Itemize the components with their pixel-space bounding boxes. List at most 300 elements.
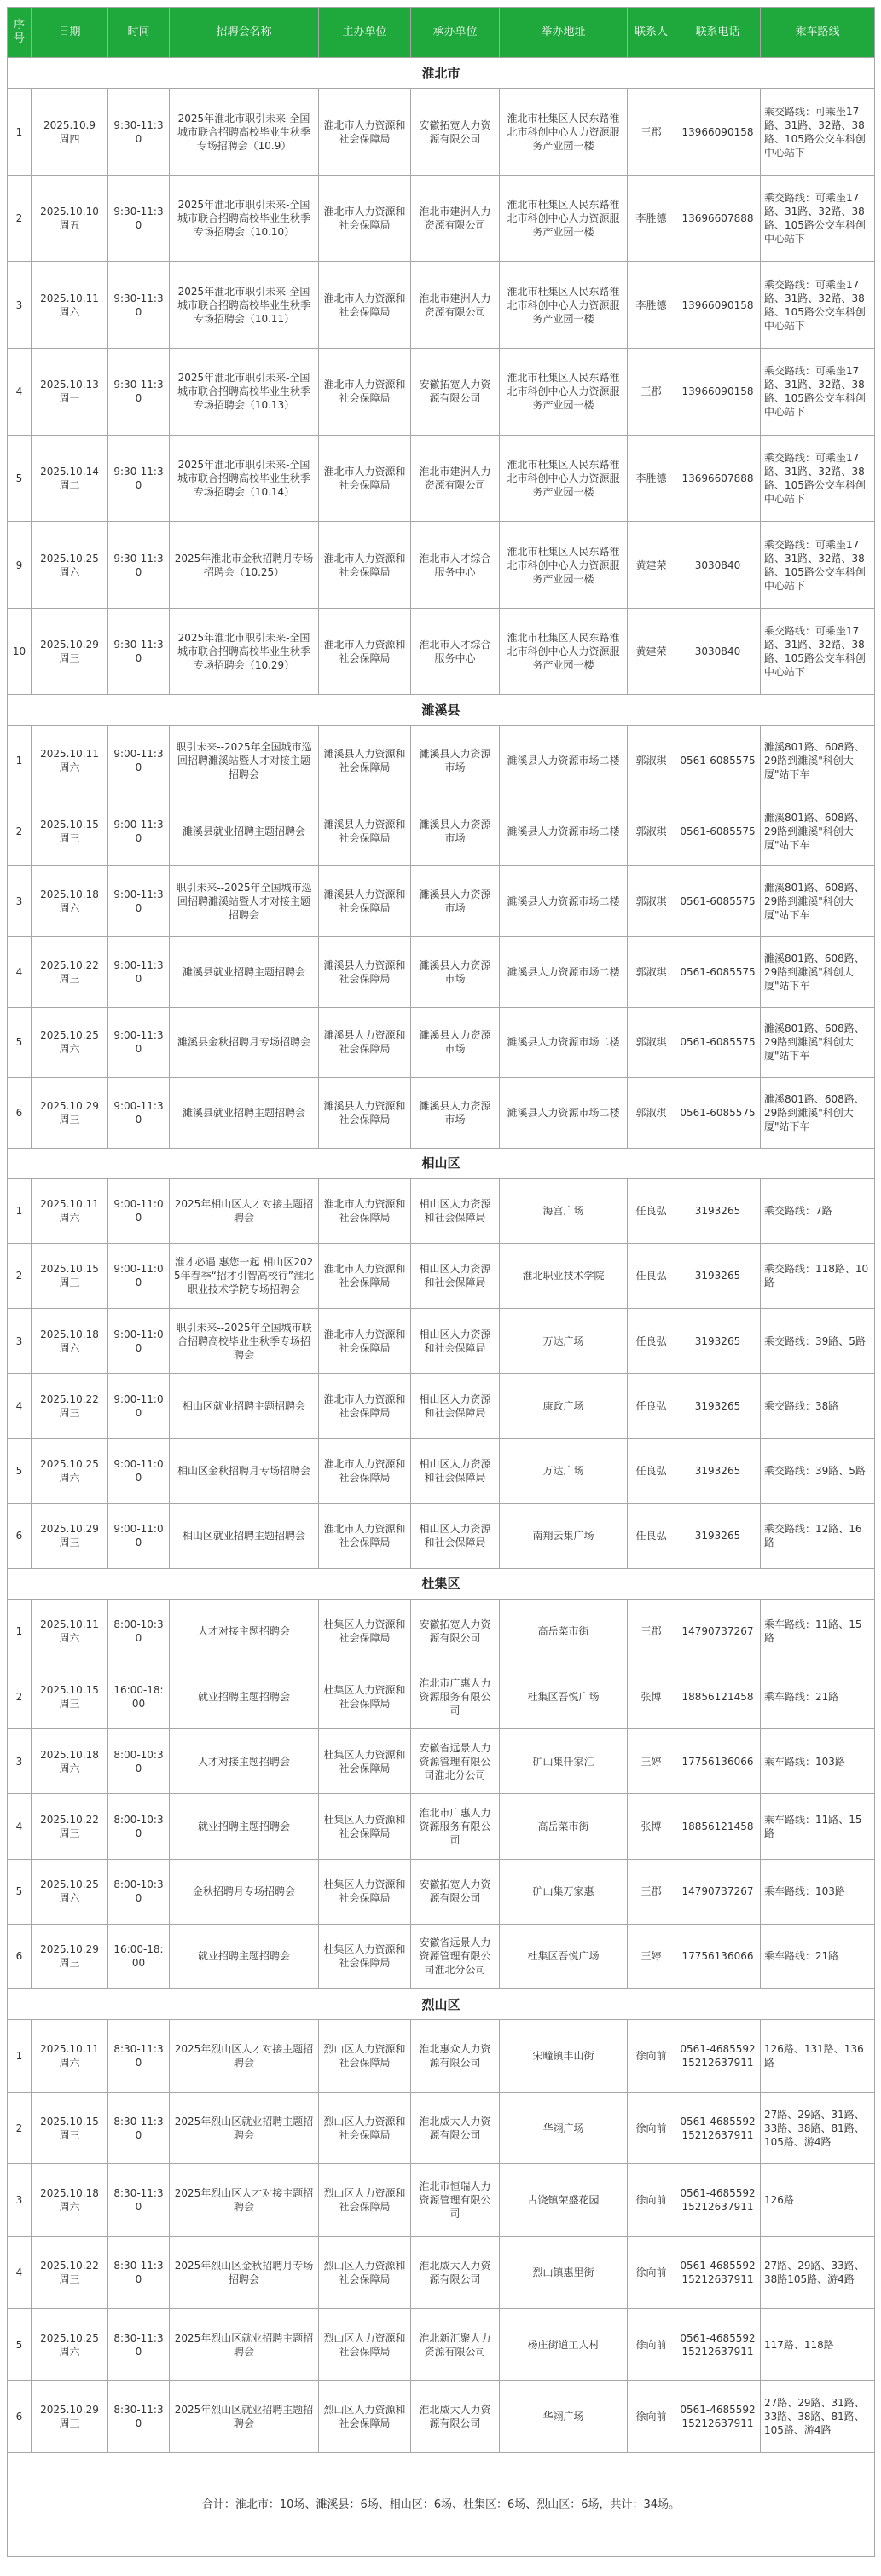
cell-addr: 矿山集万家惠 xyxy=(500,1859,628,1924)
section-title: 淮北市 xyxy=(8,58,875,89)
cell-date xyxy=(32,1309,108,1374)
cell-host: 烈山区人力资源和社会保障局 xyxy=(319,2308,411,2381)
table-row xyxy=(8,726,875,796)
summary-text: 合计：淮北市：10场、濉溪县：6场、相山区：6场、杜集区：6场、烈山区：6场，共计：34场。 xyxy=(201,2498,681,2511)
cell-name: 2025年淮北市职引未来-全国城市联合招聘高校毕业生秋季专场招聘会（10.14） xyxy=(170,435,319,522)
cell-org: 安徽拓宽人力资源有限公司 xyxy=(411,1859,500,1924)
cell-date xyxy=(32,1859,108,1924)
table-row xyxy=(8,1078,875,1149)
section-title: 相山区 xyxy=(8,1148,875,1178)
cell-name: 濉溪县就业招聘主题招聘会 xyxy=(170,937,319,1008)
cell-no: 6 xyxy=(8,1078,32,1149)
cell-date xyxy=(32,2308,108,2381)
cell-addr: 淮北市杜集区人民东路淮北市科创中心人力资源服务产业园一楼 xyxy=(500,522,628,609)
cell-time: 9:00-11:00 xyxy=(108,1243,170,1308)
cell-contact: 徐向前 xyxy=(628,2164,675,2237)
cell-phone: 3193265 xyxy=(675,1309,761,1374)
table-header-row xyxy=(8,8,875,58)
cell-host: 淮北市人力资源和社会保障局 xyxy=(319,1374,411,1439)
cell-weekday: 周三 xyxy=(59,1113,80,1126)
cell-host: 杜集区人力资源和社会保障局 xyxy=(319,1729,411,1794)
cell-name: 2025年烈山区就业招聘主题招聘会 xyxy=(170,2381,319,2453)
cell-name: 2025年烈山区金秋招聘月专场招聘会 xyxy=(170,2237,319,2309)
cell-name: 人才对接主题招聘会 xyxy=(170,1599,319,1664)
cell-addr: 淮北市杜集区人民东路淮北市科创中心人力资源服务产业园一楼 xyxy=(500,349,628,436)
cell-time: 8:30-11:30 xyxy=(108,2092,170,2164)
cell-host: 淮北市人力资源和社会保障局 xyxy=(319,175,411,262)
cell-host: 烈山区人力资源和社会保障局 xyxy=(319,2092,411,2164)
cell-date xyxy=(32,1664,108,1729)
header-route: 乘车路线 xyxy=(761,8,875,58)
cell-contact: 李胜德 xyxy=(628,175,675,262)
cell-time: 8:30-11:30 xyxy=(108,2381,170,2453)
cell-route: 126路 xyxy=(761,2164,875,2237)
cell-time: 9:00-11:00 xyxy=(108,1374,170,1439)
cell-no: 4 xyxy=(8,349,32,436)
cell-route: 乘车路线：11路、15路 xyxy=(761,1599,875,1664)
cell-phone: 17756136066 xyxy=(675,1729,761,1794)
cell-host: 杜集区人力资源和社会保障局 xyxy=(319,1664,411,1729)
cell-date-value: 2025.10.18 xyxy=(40,889,99,901)
cell-date-value: 2025.10.25 xyxy=(40,1458,99,1471)
cell-host: 濉溪县人力资源和社会保障局 xyxy=(319,866,411,937)
table-row xyxy=(8,1439,875,1503)
cell-time: 9:00-11:00 xyxy=(108,1503,170,1568)
cell-route: 乘交路线：可乘坐17路、31路、32路、38路、105路公交车科创中心站下 xyxy=(761,175,875,262)
cell-addr: 高岳菜市街 xyxy=(500,1599,628,1664)
cell-phone: 13696607888 xyxy=(675,435,761,522)
section-title: 杜集区 xyxy=(8,1568,875,1599)
cell-weekday: 周六 xyxy=(59,761,80,774)
cell-time: 9:30-11:30 xyxy=(108,608,170,695)
cell-date-value: 2025.10.11 xyxy=(40,2042,99,2055)
cell-date-value: 2025.10.18 xyxy=(40,2187,99,2200)
cell-name: 2025年烈山区人才对接主题招聘会 xyxy=(170,2164,319,2237)
cell-name: 就业招聘主题招聘会 xyxy=(170,1924,319,1988)
cell-name: 人才对接主题招聘会 xyxy=(170,1729,319,1794)
cell-no: 5 xyxy=(8,1859,32,1924)
cell-org: 淮北威大人力资源有限公司 xyxy=(411,2381,500,2453)
table-row xyxy=(8,522,875,609)
cell-org: 安徽拓宽人力资源有限公司 xyxy=(411,349,500,436)
cell-no: 3 xyxy=(8,1309,32,1374)
table-row xyxy=(8,2164,875,2237)
cell-date-value: 2025.10.25 xyxy=(40,2331,99,2344)
cell-addr: 杜集区吾悦广场 xyxy=(500,1924,628,1988)
cell-date-value: 2025.10.11 xyxy=(40,292,99,304)
cell-weekday: 周二 xyxy=(59,478,80,491)
cell-date-value: 2025.10.9 xyxy=(43,119,96,131)
cell-date xyxy=(32,608,108,695)
cell-org: 安徽拓宽人力资源有限公司 xyxy=(411,89,500,176)
cell-addr: 淮北市杜集区人民东路淮北市科创中心人力资源服务产业园一楼 xyxy=(500,89,628,176)
cell-no: 5 xyxy=(8,2308,32,2381)
table-row xyxy=(8,866,875,937)
table-row xyxy=(8,1309,875,1374)
cell-date-value: 2025.10.11 xyxy=(40,748,99,761)
section-row xyxy=(8,695,875,726)
cell-weekday: 周六 xyxy=(59,1472,80,1485)
cell-weekday: 周六 xyxy=(59,1632,80,1645)
cell-route: 乘车路线：11路、15路 xyxy=(761,1794,875,1859)
cell-route: 濉溪801路、608路、29路到濉溪"科创大厦"站下车 xyxy=(761,726,875,796)
cell-org: 淮北市建洲人力资源有限公司 xyxy=(411,435,500,522)
cell-no: 4 xyxy=(8,937,32,1008)
summary-cell xyxy=(8,2453,875,2557)
cell-weekday: 周三 xyxy=(59,1276,80,1289)
cell-route: 乘交路线：118路、10路 xyxy=(761,1243,875,1308)
cell-host: 濉溪县人力资源和社会保障局 xyxy=(319,1007,411,1078)
cell-org: 濉溪县人力资源市场 xyxy=(411,726,500,796)
cell-date xyxy=(32,1374,108,1439)
cell-org: 相山区人力资源和社会保障局 xyxy=(411,1243,500,1308)
cell-host: 濉溪县人力资源和社会保障局 xyxy=(319,1078,411,1149)
cell-date xyxy=(32,1178,108,1243)
cell-date xyxy=(32,2164,108,2237)
cell-org: 相山区人力资源和社会保障局 xyxy=(411,1374,500,1439)
cell-name: 2025年淮北市职引未来-全国城市联合招聘高校毕业生秋季专场招聘会（10.29） xyxy=(170,608,319,695)
cell-contact: 郭淑琪 xyxy=(628,1078,675,1149)
cell-host: 烈山区人力资源和社会保障局 xyxy=(319,2237,411,2309)
cell-route: 乘车路线：103路 xyxy=(761,1859,875,1924)
cell-phone: 3193265 xyxy=(675,1243,761,1308)
table-row xyxy=(8,1794,875,1859)
cell-phone: 0561-4685592 15212637911 xyxy=(675,2381,761,2453)
cell-route: 乘车路线：103路 xyxy=(761,1729,875,1794)
table-body xyxy=(8,8,875,2557)
cell-phone: 17756136066 xyxy=(675,1924,761,1988)
cell-contact: 黄建荣 xyxy=(628,522,675,609)
cell-org: 淮北市建洲人力资源有限公司 xyxy=(411,262,500,349)
table-row xyxy=(8,608,875,695)
cell-no: 1 xyxy=(8,726,32,796)
cell-contact: 任良弘 xyxy=(628,1309,675,1374)
cell-phone: 13966090158 xyxy=(675,89,761,176)
cell-no: 6 xyxy=(8,1503,32,1568)
cell-contact: 任良弘 xyxy=(628,1178,675,1243)
cell-host: 淮北市人力资源和社会保障局 xyxy=(319,262,411,349)
cell-host: 淮北市人力资源和社会保障局 xyxy=(319,608,411,695)
cell-route: 乘交路线：39路、5路 xyxy=(761,1439,875,1503)
cell-route: 乘交路线：可乘坐17路、31路、32路、38路、105路公交车科创中心站下 xyxy=(761,89,875,176)
section-row xyxy=(8,1568,875,1599)
cell-contact: 王郡 xyxy=(628,1599,675,1664)
cell-date xyxy=(32,2020,108,2093)
cell-time: 9:30-11:30 xyxy=(108,262,170,349)
cell-host: 淮北市人力资源和社会保障局 xyxy=(319,1178,411,1243)
cell-org: 淮北市建洲人力资源有限公司 xyxy=(411,175,500,262)
cell-time: 9:00-11:30 xyxy=(108,796,170,866)
cell-phone: 0561-4685592 15212637911 xyxy=(675,2092,761,2164)
cell-contact: 王郡 xyxy=(628,1859,675,1924)
cell-name: 就业招聘主题招聘会 xyxy=(170,1664,319,1729)
cell-contact: 张博 xyxy=(628,1664,675,1729)
cell-host: 杜集区人力资源和社会保障局 xyxy=(319,1794,411,1859)
cell-contact: 王婷 xyxy=(628,1729,675,1794)
cell-no: 2 xyxy=(8,2092,32,2164)
cell-no: 4 xyxy=(8,1374,32,1439)
cell-route: 乘交路线：可乘坐17路、31路、32路、38路、105路公交车科创中心站下 xyxy=(761,262,875,349)
cell-date-value: 2025.10.29 xyxy=(40,2404,99,2417)
cell-name: 职引未来--2025年全国城市巡回招聘濉溪站暨人才对接主题招聘会 xyxy=(170,726,319,796)
cell-no: 2 xyxy=(8,1243,32,1308)
cell-host: 烈山区人力资源和社会保障局 xyxy=(319,2164,411,2237)
section-title: 烈山区 xyxy=(8,1989,875,2020)
header-contact: 联系人 xyxy=(628,8,675,58)
cell-route: 乘交路线：可乘坐17路、31路、32路、38路、105路公交车科创中心站下 xyxy=(761,608,875,695)
cell-date-value: 2025.10.18 xyxy=(40,1748,99,1761)
cell-phone: 0561-4685592 15212637911 xyxy=(675,2308,761,2381)
cell-phone: 0561-4685592 15212637911 xyxy=(675,2020,761,2093)
cell-org: 安徽省远景人力资源管理有限公司淮北分公司 xyxy=(411,1924,500,1988)
cell-phone: 13696607888 xyxy=(675,175,761,262)
cell-contact: 李胜德 xyxy=(628,435,675,522)
cell-host: 濉溪县人力资源和社会保障局 xyxy=(319,726,411,796)
cell-date-value: 2025.10.15 xyxy=(40,2115,99,2127)
cell-time: 9:00-11:00 xyxy=(108,1178,170,1243)
cell-phone: 0561-6085575 xyxy=(675,1007,761,1078)
table-row xyxy=(8,262,875,349)
cell-no: 3 xyxy=(8,2164,32,2237)
cell-host: 淮北市人力资源和社会保障局 xyxy=(319,1439,411,1503)
cell-org: 相山区人力资源和社会保障局 xyxy=(411,1503,500,1568)
table-row xyxy=(8,1178,875,1243)
cell-contact: 黄建荣 xyxy=(628,608,675,695)
cell-weekday: 周五 xyxy=(59,219,80,232)
cell-host: 淮北市人力资源和社会保障局 xyxy=(319,1503,411,1568)
cell-time: 16:00-18:00 xyxy=(108,1924,170,1988)
cell-addr: 高岳菜市街 xyxy=(500,1794,628,1859)
cell-contact: 王郡 xyxy=(628,349,675,436)
cell-phone: 3193265 xyxy=(675,1503,761,1568)
section-row xyxy=(8,58,875,89)
cell-contact: 任良弘 xyxy=(628,1243,675,1308)
table-row xyxy=(8,2092,875,2164)
table-row xyxy=(8,1664,875,1729)
cell-date xyxy=(32,435,108,522)
cell-org: 淮北市恒瑞人力资源管理有限公司 xyxy=(411,2164,500,2237)
cell-phone: 0561-4685592 15212637911 xyxy=(675,2164,761,2237)
cell-org: 淮北威大人力资源有限公司 xyxy=(411,2092,500,2164)
cell-addr: 宋疃镇丰山街 xyxy=(500,2020,628,2093)
cell-date-value: 2025.10.15 xyxy=(40,1263,99,1276)
cell-phone: 0561-4685592 15212637911 xyxy=(675,2237,761,2309)
cell-date-value: 2025.10.22 xyxy=(40,958,99,971)
cell-phone: 18856121458 xyxy=(675,1794,761,1859)
cell-addr: 华翊广场 xyxy=(500,2381,628,2453)
cell-addr: 濉溪县人力资源市场二楼 xyxy=(500,937,628,1008)
cell-date-value: 2025.10.29 xyxy=(40,1523,99,1536)
cell-route: 乘交路线：7路 xyxy=(761,1178,875,1243)
table-row xyxy=(8,89,875,176)
cell-date-value: 2025.10.18 xyxy=(40,1328,99,1340)
cell-host: 淮北市人力资源和社会保障局 xyxy=(319,1243,411,1308)
cell-name: 淮才必遇 惠您一起 相山区2025年春季“招才引智高校行”淮北职业技术学院专场招聘会 xyxy=(170,1243,319,1308)
cell-date-value: 2025.10.22 xyxy=(40,1392,99,1405)
cell-contact: 张博 xyxy=(628,1794,675,1859)
cell-no: 6 xyxy=(8,1924,32,1988)
summary-row xyxy=(8,2453,875,2557)
section-row xyxy=(8,1148,875,1178)
cell-weekday: 周三 xyxy=(59,1827,80,1840)
table-row xyxy=(8,1729,875,1794)
cell-phone: 13966090158 xyxy=(675,349,761,436)
cell-addr: 濉溪县人力资源市场二楼 xyxy=(500,726,628,796)
cell-route: 濉溪801路、608路、29路到濉溪"科创大厦"站下车 xyxy=(761,937,875,1008)
cell-addr: 康政广场 xyxy=(500,1374,628,1439)
cell-org: 相山区人力资源和社会保障局 xyxy=(411,1439,500,1503)
cell-addr: 烈山镇惠里街 xyxy=(500,2237,628,2309)
table-row xyxy=(8,1503,875,1568)
cell-name: 濉溪县就业招聘主题招聘会 xyxy=(170,1078,319,1149)
cell-contact: 李胜德 xyxy=(628,262,675,349)
cell-date-value: 2025.10.11 xyxy=(40,1618,99,1631)
cell-org: 淮北惠众人力资源有限公司 xyxy=(411,2020,500,2093)
cell-no: 10 xyxy=(8,608,32,695)
cell-addr: 淮北职业技术学院 xyxy=(500,1243,628,1308)
cell-contact: 徐向前 xyxy=(628,2092,675,2164)
cell-phone: 3193265 xyxy=(675,1374,761,1439)
cell-weekday: 周三 xyxy=(59,831,80,844)
header-phone: 联系电话 xyxy=(675,8,761,58)
cell-org: 淮北新汇聚人力资源有限公司 xyxy=(411,2308,500,2381)
cell-date-value: 2025.10.14 xyxy=(40,465,99,478)
cell-host: 淮北市人力资源和社会保障局 xyxy=(319,1309,411,1374)
cell-addr: 濉溪县人力资源市场二楼 xyxy=(500,866,628,937)
cell-org: 淮北市广惠人力资源服务有限公司 xyxy=(411,1794,500,1859)
cell-no: 3 xyxy=(8,866,32,937)
header-addr: 举办地址 xyxy=(500,8,628,58)
cell-route: 126路、131路、136路 xyxy=(761,2020,875,2093)
cell-name: 2025年烈山区就业招聘主题招聘会 xyxy=(170,2308,319,2381)
cell-time: 16:00-18:00 xyxy=(108,1664,170,1729)
cell-org: 濉溪县人力资源市场 xyxy=(411,866,500,937)
cell-date-value: 2025.10.13 xyxy=(40,379,99,391)
table-row xyxy=(8,796,875,866)
cell-contact: 王婷 xyxy=(628,1924,675,1988)
cell-weekday: 周四 xyxy=(59,132,80,145)
cell-org: 安徽省远景人力资源管理有限公司淮北分公司 xyxy=(411,1729,500,1794)
cell-name: 2025年烈山区就业招聘主题招聘会 xyxy=(170,2092,319,2164)
cell-date-value: 2025.10.25 xyxy=(40,1878,99,1891)
cell-no: 1 xyxy=(8,2020,32,2093)
cell-org: 濉溪县人力资源市场 xyxy=(411,796,500,866)
table-row xyxy=(8,435,875,522)
cell-addr: 华翊广场 xyxy=(500,2092,628,2164)
cell-addr: 濉溪县人力资源市场二楼 xyxy=(500,1007,628,1078)
cell-date-value: 2025.10.29 xyxy=(40,1099,99,1112)
table-row xyxy=(8,2308,875,2381)
cell-no: 2 xyxy=(8,175,32,262)
cell-host: 淮北市人力资源和社会保障局 xyxy=(319,89,411,176)
table-row xyxy=(8,937,875,1008)
cell-name: 2025年淮北市职引未来-全国城市联合招聘高校毕业生秋季专场招聘会（10.13） xyxy=(170,349,319,436)
table-row xyxy=(8,2381,875,2453)
cell-date xyxy=(32,1794,108,1859)
cell-no: 6 xyxy=(8,2381,32,2453)
cell-phone: 13966090158 xyxy=(675,262,761,349)
cell-phone: 3030840 xyxy=(675,522,761,609)
cell-phone: 3193265 xyxy=(675,1439,761,1503)
table-row xyxy=(8,2020,875,2093)
header-host: 主办单位 xyxy=(319,8,411,58)
cell-weekday: 周六 xyxy=(59,1212,80,1224)
table-row xyxy=(8,1599,875,1664)
cell-date xyxy=(32,2237,108,2309)
cell-date xyxy=(32,1503,108,1568)
cell-weekday: 周六 xyxy=(59,1043,80,1056)
cell-date xyxy=(32,262,108,349)
cell-no: 1 xyxy=(8,1599,32,1664)
cell-weekday: 周三 xyxy=(59,652,80,665)
cell-org: 相山区人力资源和社会保障局 xyxy=(411,1178,500,1243)
cell-weekday: 周三 xyxy=(59,2417,80,2430)
cell-weekday: 周六 xyxy=(59,1341,80,1354)
cell-phone: 18856121458 xyxy=(675,1664,761,1729)
cell-addr: 万达广场 xyxy=(500,1439,628,1503)
cell-phone: 0561-6085575 xyxy=(675,796,761,866)
cell-contact: 郭淑琪 xyxy=(628,1007,675,1078)
cell-name: 就业招聘主题招聘会 xyxy=(170,1794,319,1859)
cell-contact: 郭淑琪 xyxy=(628,796,675,866)
cell-route: 濉溪801路、608路、29路到濉溪"科创大厦"站下车 xyxy=(761,1007,875,1078)
cell-date xyxy=(32,1007,108,1078)
cell-date xyxy=(32,1439,108,1503)
table-row xyxy=(8,175,875,262)
cell-route: 27路、29路、31路、33路、38路、81路、105路、游4路 xyxy=(761,2381,875,2453)
cell-phone: 0561-6085575 xyxy=(675,937,761,1008)
cell-addr: 淮北市杜集区人民东路淮北市科创中心人力资源服务产业园一楼 xyxy=(500,175,628,262)
cell-weekday: 周一 xyxy=(59,392,80,405)
cell-route: 乘交路线：12路、16路 xyxy=(761,1503,875,1568)
cell-date xyxy=(32,349,108,436)
cell-contact: 徐向前 xyxy=(628,2381,675,2453)
section-row xyxy=(8,1989,875,2020)
cell-weekday: 周三 xyxy=(59,1537,80,1549)
cell-name: 相山区就业招聘主题招聘会 xyxy=(170,1503,319,1568)
cell-date xyxy=(32,796,108,866)
cell-host: 淮北市人力资源和社会保障局 xyxy=(319,349,411,436)
cell-date xyxy=(32,726,108,796)
cell-weekday: 周六 xyxy=(59,565,80,578)
cell-weekday: 周三 xyxy=(59,1697,80,1710)
cell-org: 淮北市人才综合服务中心 xyxy=(411,608,500,695)
cell-weekday: 周三 xyxy=(59,1957,80,1970)
cell-host: 濉溪县人力资源和社会保障局 xyxy=(319,937,411,1008)
cell-route: 濉溪801路、608路、29路到濉溪"科创大厦"站下车 xyxy=(761,1078,875,1149)
cell-time: 8:00-10:30 xyxy=(108,1729,170,1794)
cell-contact: 郭淑琪 xyxy=(628,937,675,1008)
cell-route: 27路、29路、33路、38路105路、游4路 xyxy=(761,2237,875,2309)
cell-name: 金秋招聘月专场招聘会 xyxy=(170,1859,319,1924)
cell-route: 乘交路线：39路、5路 xyxy=(761,1309,875,1374)
cell-org: 濉溪县人力资源市场 xyxy=(411,1078,500,1149)
cell-no: 2 xyxy=(8,1664,32,1729)
cell-org: 濉溪县人力资源市场 xyxy=(411,937,500,1008)
cell-time: 9:30-11:30 xyxy=(108,89,170,176)
cell-addr: 淮北市杜集区人民东路淮北市科创中心人力资源服务产业园一楼 xyxy=(500,262,628,349)
cell-date-value: 2025.10.22 xyxy=(40,1814,99,1826)
cell-date xyxy=(32,89,108,176)
cell-date xyxy=(32,937,108,1008)
cell-addr: 南翔云集广场 xyxy=(500,1503,628,1568)
cell-time: 8:00-10:30 xyxy=(108,1599,170,1664)
cell-contact: 任良弘 xyxy=(628,1439,675,1503)
cell-weekday: 周六 xyxy=(59,2201,80,2214)
cell-route: 乘交路线：可乘坐17路、31路、32路、38路、105路公交车科创中心站下 xyxy=(761,522,875,609)
cell-host: 杜集区人力资源和社会保障局 xyxy=(319,1924,411,1988)
cell-weekday: 周六 xyxy=(59,305,80,318)
